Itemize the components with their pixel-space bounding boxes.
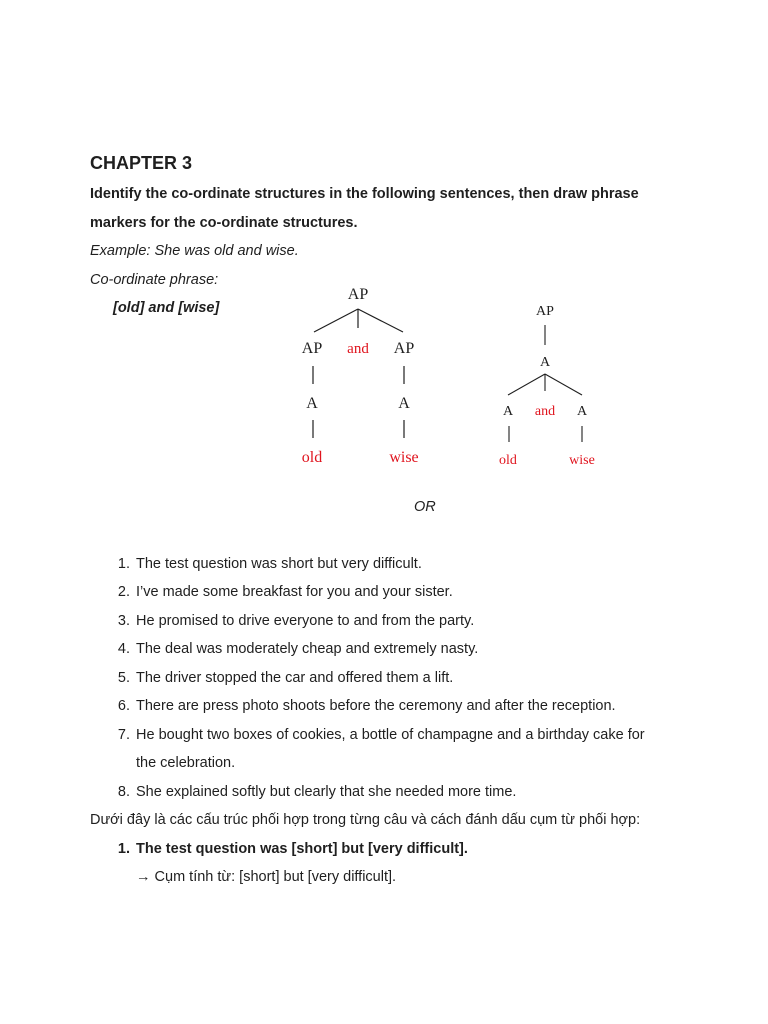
list-item-text: He bought two boxes of cookies, a bottle of champagne and a birthday cake for <box>136 727 645 743</box>
list-item-number: 3. <box>117 613 130 629</box>
tree1-branch-right <box>358 309 403 332</box>
list-item-number: 2. <box>117 584 130 600</box>
tree1-conjunction: and <box>347 341 369 357</box>
tree2-conjunction: and <box>534 404 556 419</box>
instruction-line-1: Identify the co-ordinate structures in the following sentences, then draw phrase <box>90 186 639 202</box>
list-item <box>110 584 710 604</box>
tree1-left-word: old <box>301 449 323 466</box>
tree2-root-ap: AP <box>536 304 554 319</box>
or-separator: OR <box>414 499 436 515</box>
phrase-marker-tree-1 <box>290 280 430 475</box>
list-item <box>110 613 710 633</box>
list-item <box>110 670 710 690</box>
list-item-number: 4. <box>117 641 130 657</box>
list-item-text: He promised to drive everyone to and from the party. <box>136 613 475 629</box>
list-item <box>110 556 710 576</box>
list-item-number: 6. <box>117 698 130 714</box>
tree1-branch-left <box>314 309 358 332</box>
list-item-text: There are press photo shoots before the ceremony and after the reception. <box>136 698 616 714</box>
answer-sentence: The test question was [short] but [very difficult]. <box>136 841 468 857</box>
tree2-a-node: A <box>539 355 551 370</box>
tree2-right-word: wise <box>569 453 595 468</box>
list-item <box>110 784 710 804</box>
phrase-marker-tree-2 <box>490 295 610 475</box>
list-item-text: The deal was moderately cheap and extremely nasty. <box>136 641 479 657</box>
tree1-root-ap: AP <box>347 286 369 303</box>
chapter-heading: CHAPTER 3 <box>90 153 193 173</box>
list-item-text-continuation: the celebration. <box>136 755 236 771</box>
list-item-text: I’ve made some breakfast for you and your sister. <box>136 584 453 600</box>
tree1-right-word: wise <box>389 449 419 466</box>
list-item-text: The driver stopped the car and offered them a lift. <box>136 670 454 686</box>
list-item-text: The test question was short but very difficult. <box>136 556 422 572</box>
coord-phrase-label: Co-ordinate phrase: <box>90 272 219 288</box>
list-item-number: 7. <box>117 727 130 743</box>
instruction-line-2: markers for the co-ordinate structures. <box>90 215 358 231</box>
tree2-right-a: A <box>576 404 588 419</box>
tree2-left-a: A <box>502 404 514 419</box>
answer-phrase: → Cụm tính từ: [short] but [very difficult]. <box>136 869 397 885</box>
list-item <box>110 698 710 718</box>
tree1-right-ap: AP <box>393 340 415 357</box>
tree1-left-ap: AP <box>301 340 323 357</box>
list-item-text: She explained softly but clearly that she needed more time. <box>136 784 517 800</box>
list-item-number: 5. <box>117 670 130 686</box>
vietnamese-intro: Dưới đây là các cấu trúc phối hợp trong từng câu và cách đánh dấu cụm từ phối hợp: <box>90 812 641 828</box>
coord-phrase-value: [old] and [wise] <box>113 300 220 316</box>
tree1-left-a: A <box>306 395 318 412</box>
list-item <box>110 727 710 775</box>
tree2-branch-left <box>508 374 545 395</box>
answer-item <box>110 841 710 889</box>
list-item-number: 8. <box>117 784 130 800</box>
tree2-branch-right <box>545 374 582 395</box>
list-item-number: 1. <box>117 556 130 572</box>
tree2-left-word: old <box>499 453 517 468</box>
example-sentence: Example: She was old and wise. <box>90 243 299 259</box>
tree1-right-a: A <box>398 395 410 412</box>
answer-number: 1. <box>117 841 130 857</box>
list-item <box>110 641 710 661</box>
